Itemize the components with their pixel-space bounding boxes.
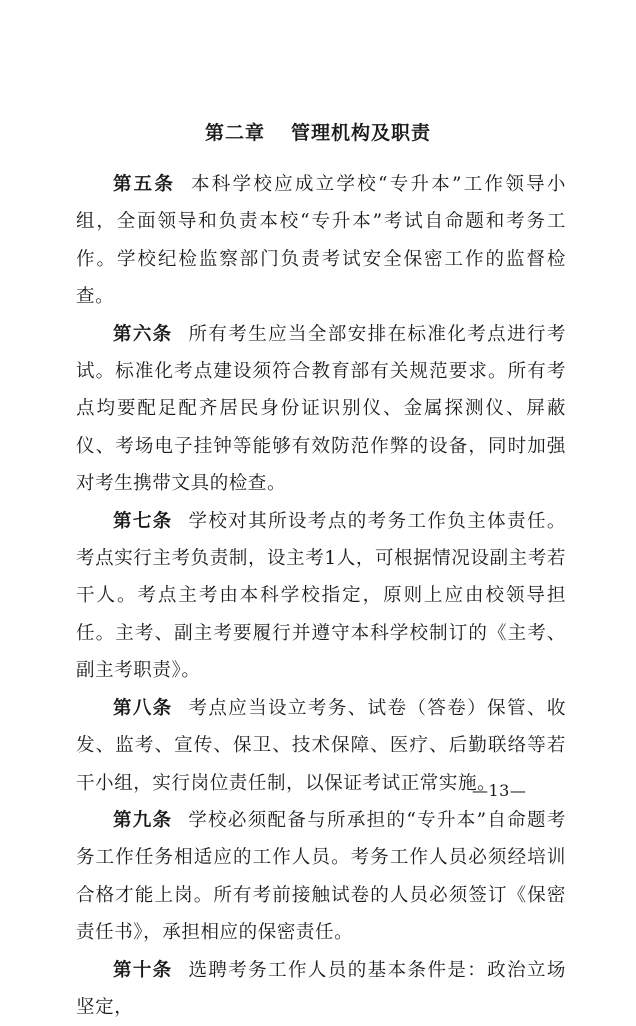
article-paragraph bbox=[76, 316, 566, 503]
chapter-heading bbox=[0, 118, 636, 145]
article-text: 选聘考务工作人员的基本条件是：政治立场坚定， bbox=[76, 959, 566, 1018]
article-paragraph bbox=[76, 166, 566, 316]
document-body bbox=[76, 166, 566, 1026]
article-text: 所有考生应当全部安排在标准化考点进行考试。标准化考点建设须符合教育部有关规范要求。所有考点均要配足配齐居民身份证识别仪、金属探测仪、屏蔽仪、考场电子挂钟等能够有效防范作弊的设备，同时加强对考生携带文具的检查。 bbox=[76, 323, 566, 495]
article-label: 第九条 bbox=[113, 809, 173, 831]
article-text: 学校对其所设考点的考务工作负主体责任。考点实行主考负责制，设主考1人，可根据情况设副主考若干人。考点主考由本科学校指定，原则上应由校领导担任。主考、副主考要履行并遵守本科学校制订的《主考、副主考职责》。 bbox=[76, 510, 566, 682]
article-label: 第八条 bbox=[113, 697, 173, 719]
article-label: 第七条 bbox=[113, 510, 173, 532]
page-number: —13— bbox=[472, 781, 527, 800]
article-label: 第六条 bbox=[113, 323, 173, 345]
article-paragraph bbox=[76, 503, 566, 690]
article-label: 第五条 bbox=[113, 174, 176, 195]
article-paragraph bbox=[76, 802, 566, 952]
chapter-title: 管理机构及职责 bbox=[291, 122, 432, 144]
article-text: 本科学校应成立学校“专升本”工作领导小组，全面领导和负责本校“专升本”考试自命题和考务工作。学校纪检监察部门负责考试安全保密工作的监督检查。 bbox=[76, 174, 566, 308]
article-text: 学校必须配备与所承担的“专升本”自命题考务工作任务相适应的工作人员。考务工作人员必须经培训合格才能上岗。所有考前接触试卷的人员必须签订《保密责任书》，承担相应的保密责任。 bbox=[76, 809, 566, 944]
chapter-number: 第二章 bbox=[204, 122, 265, 144]
article-paragraph bbox=[76, 952, 566, 1026]
article-text: 考点应当设立考务、试卷（答卷）保管、收发、监考、宣传、保卫、技术保障、医疗、后勤联络等若干小组，实行岗位责任制，以保证考试正常实施。 bbox=[76, 697, 566, 794]
article-label: 第十条 bbox=[113, 959, 173, 981]
